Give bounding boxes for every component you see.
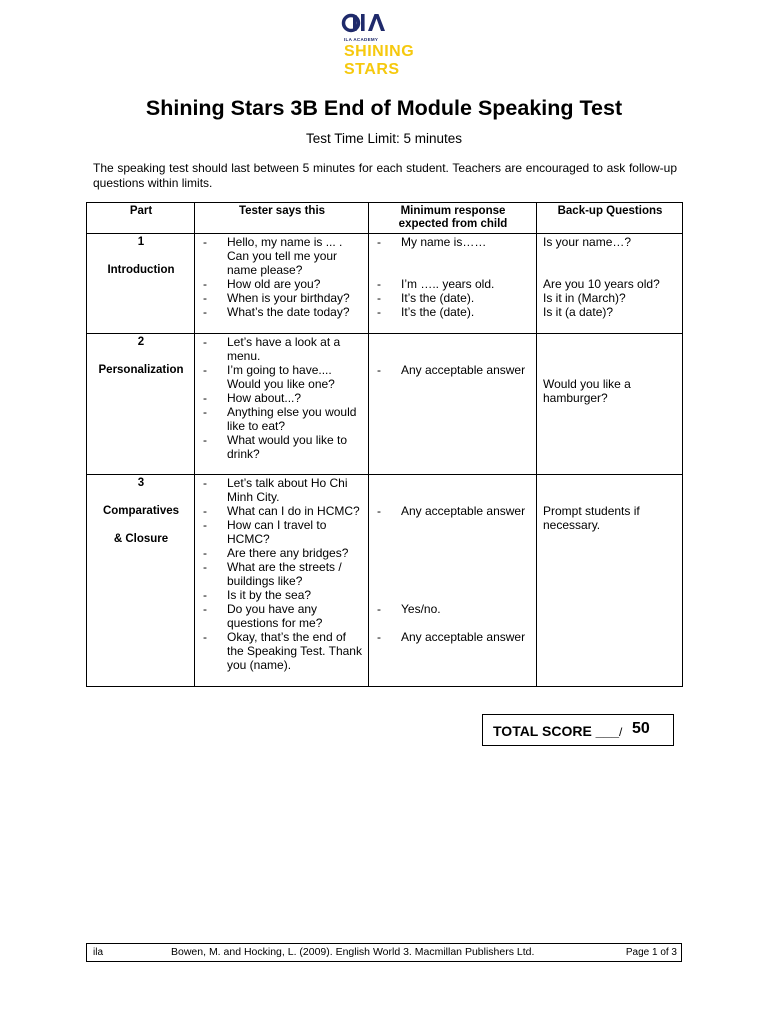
list-item: - When is your birthday? (203, 291, 350, 305)
total-score-label: TOTAL SCORE ___ (493, 723, 620, 739)
speaking-test-table (86, 202, 683, 687)
list-item: - Any acceptable answer (377, 504, 526, 518)
total-score-separator: / (619, 725, 623, 739)
table-row (87, 234, 683, 334)
backup-question: Are you 10 years old? (543, 277, 660, 291)
tester-cell (195, 475, 369, 687)
list-item: - How about...? (203, 391, 302, 405)
list-item: - Hello, my name is ... . Can you tell me your name please? (203, 235, 343, 277)
header-backup-questions: Back-up Questions (537, 203, 683, 234)
backup-question: Is your name…? (543, 235, 632, 249)
page-title: Shining Stars 3B End of Module Speaking Test (145, 96, 623, 120)
part-number: 2 (137, 336, 145, 348)
header-tester-says: Tester says this (195, 203, 369, 234)
part-name: Introduction (107, 264, 175, 276)
part-name-2: & Closure (113, 533, 169, 545)
intro-paragraph: The speaking test should last between 5 minutes for each student. Teachers are encouraged to ask follow-up questions within limits. (93, 161, 677, 190)
list-item: - Yes/no. (377, 602, 441, 616)
response-cell (369, 234, 537, 334)
part-cell (87, 475, 195, 687)
table-header-row (87, 203, 683, 234)
list-item: - Is it by the sea? (203, 588, 312, 602)
ila-shining-stars-logo (338, 8, 430, 80)
list-item: - Any acceptable answer (377, 630, 526, 644)
backup-cell (537, 475, 683, 687)
part-cell (87, 234, 195, 334)
tester-cell (195, 234, 369, 334)
list-item: - Anything else you would like to eat? (203, 405, 357, 433)
backup-question: Is it (a date)? (543, 305, 614, 319)
backup-cell (537, 334, 683, 475)
page-footer (86, 943, 682, 962)
list-item: - I’m going to have.... Would you like one? (203, 363, 335, 391)
backup-question: Is it in (March)? (543, 291, 626, 305)
total-score-box (482, 714, 674, 746)
list-item: - How can I travel to HCMC? (203, 518, 327, 546)
list-item: - What are the streets / buildings like? (203, 560, 342, 588)
list-item: - Any acceptable answer (377, 363, 526, 377)
logo-shining-text: SHINING (344, 43, 415, 60)
list-item: - Let’s talk about Ho Chi Minh City. (203, 476, 348, 504)
table-row (87, 334, 683, 475)
part-cell (87, 334, 195, 475)
table-row (87, 475, 683, 687)
list-item: - It’s the (date). (377, 291, 475, 305)
list-item: - I’m ….. years old. (377, 277, 495, 291)
backup-question: Prompt students if necessary. (543, 504, 640, 532)
backup-question: Would you like a hamburger? (543, 377, 631, 405)
logo-academy-text: ILA ACADEMY (344, 37, 379, 42)
list-item: - Let’s have a look at a menu. (203, 335, 341, 363)
list-item: - Do you have any questions for me? (203, 602, 323, 630)
list-item: - How old are you? (203, 277, 321, 291)
list-item: - What can I do in HCMC? (203, 504, 360, 518)
part-number: 3 (137, 477, 145, 489)
part-name: Personalization (98, 364, 184, 376)
list-item: - Okay, that’s the end of the Speaking Test. Thank you (name). (203, 630, 362, 672)
backup-cell (537, 234, 683, 334)
part-number: 1 (137, 236, 145, 248)
footer-page-number: Page 1 of 3 (625, 947, 677, 958)
header-minimum-response: Minimum response expected from child (369, 203, 537, 234)
list-item: - It’s the (date). (377, 305, 475, 319)
list-item: - Are there any bridges? (203, 546, 349, 560)
header-part: Part (87, 203, 195, 234)
response-cell (369, 475, 537, 687)
list-item: - What’s the date today? (203, 305, 350, 319)
footer-citation: Bowen, M. and Hocking, L. (2009). English World 3. Macmillan Publishers Ltd. (171, 946, 535, 958)
list-item: - My name is…… (377, 235, 487, 249)
response-cell (369, 334, 537, 475)
test-time-limit: Test Time Limit: 5 minutes (305, 131, 463, 146)
part-name: Comparatives (102, 505, 180, 517)
tester-cell (195, 334, 369, 475)
logo-stars-text: STARS (344, 61, 400, 78)
list-item: - What would you like to drink? (203, 433, 348, 461)
total-score-max: 50 (632, 720, 650, 737)
footer-left: ila (93, 947, 104, 958)
